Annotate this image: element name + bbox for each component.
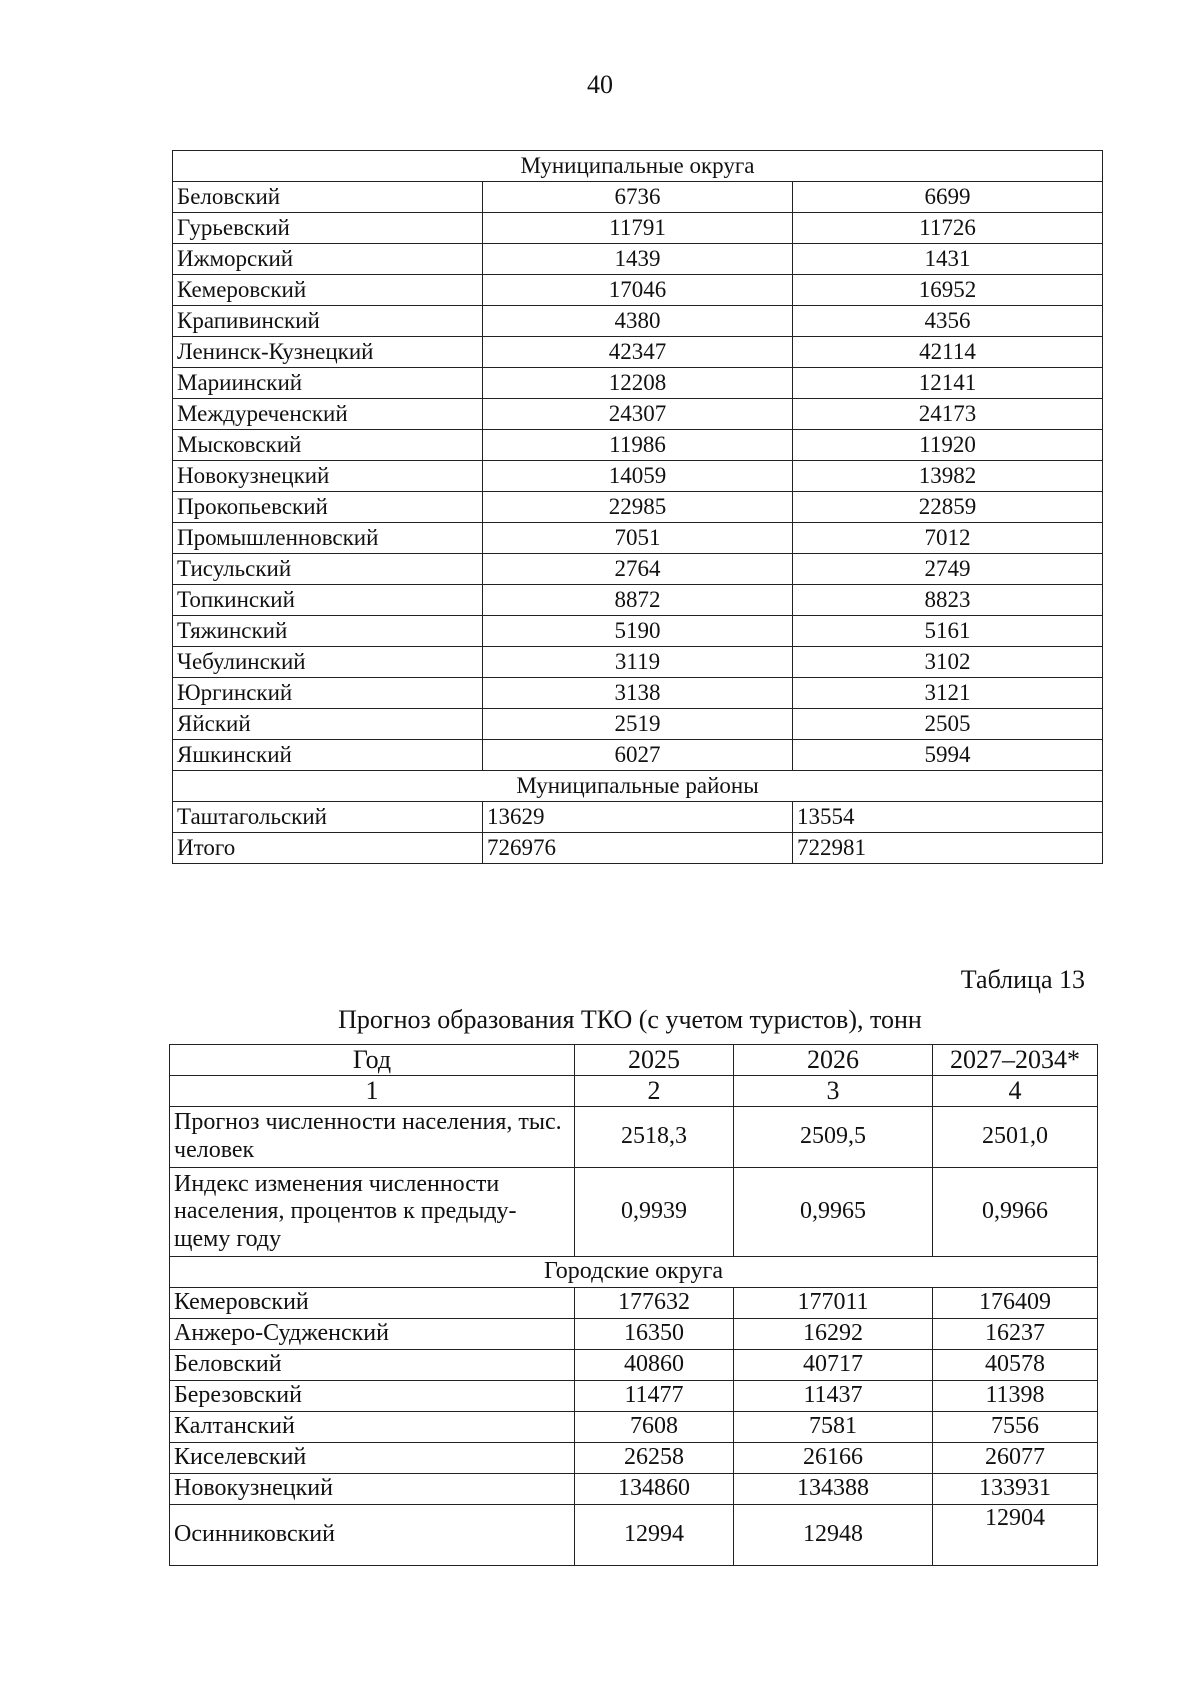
value-cell: 12141 xyxy=(793,368,1103,399)
value-cell: 11791 xyxy=(483,213,793,244)
table-row xyxy=(173,399,1103,430)
row-label: Тяжинский xyxy=(173,616,483,647)
table-row xyxy=(173,554,1103,585)
value-cell: 3102 xyxy=(793,647,1103,678)
value-cell: 4380 xyxy=(483,306,793,337)
table-number-label: Таблица 13 xyxy=(960,965,1085,994)
value-cell: 42347 xyxy=(483,337,793,368)
value-cell: 0,9966 xyxy=(933,1168,1098,1257)
value-cell: 11986 xyxy=(483,430,793,461)
row-label: Мариинский xyxy=(173,368,483,399)
section-title: Муниципальные районы xyxy=(173,771,1103,802)
row-label: Яйский xyxy=(173,709,483,740)
value-cell: 2501,0 xyxy=(933,1107,1098,1168)
row-label: Киселевский xyxy=(170,1443,575,1474)
row-label: Таштагольский xyxy=(173,802,483,833)
value-cell: 5190 xyxy=(483,616,793,647)
row-label: Мысковский xyxy=(173,430,483,461)
column-number-cell: 1 xyxy=(170,1076,575,1107)
header-cell: 2026 xyxy=(734,1045,933,1076)
value-cell: 40717 xyxy=(734,1350,933,1381)
value-cell: 6027 xyxy=(483,740,793,771)
value-cell: 12994 xyxy=(575,1505,734,1566)
value-cell: 11477 xyxy=(575,1381,734,1412)
column-number-row xyxy=(170,1076,1098,1107)
table-row xyxy=(173,461,1103,492)
value-cell: 134860 xyxy=(575,1474,734,1505)
header-cell: Год xyxy=(170,1045,575,1076)
row-label: Прокопьевский xyxy=(173,492,483,523)
row-label: Ижморский xyxy=(173,244,483,275)
value-cell: 11920 xyxy=(793,430,1103,461)
table-row xyxy=(170,1474,1098,1505)
value-cell: 133931 xyxy=(933,1474,1098,1505)
value-cell: 42114 xyxy=(793,337,1103,368)
section-header-row xyxy=(173,151,1103,182)
table-row xyxy=(173,306,1103,337)
column-number-cell: 4 xyxy=(933,1076,1098,1107)
table-row xyxy=(173,802,1103,833)
value-cell: 177632 xyxy=(575,1288,734,1319)
row-label: Крапивинский xyxy=(173,306,483,337)
table-row xyxy=(170,1319,1098,1350)
value-cell: 2518,3 xyxy=(575,1107,734,1168)
value-cell: 726976 xyxy=(483,833,793,864)
row-label: Тисульский xyxy=(173,554,483,585)
value-cell: 40860 xyxy=(575,1350,734,1381)
row-label: Ленинск-Кузнецкий xyxy=(173,337,483,368)
section-title: Муниципальные округа xyxy=(173,151,1103,182)
row-label: Междуреченский xyxy=(173,399,483,430)
table-row xyxy=(173,585,1103,616)
value-cell: 26166 xyxy=(734,1443,933,1474)
value-cell: 0,9965 xyxy=(734,1168,933,1257)
row-label: Индекс изменения численности населения, процентов к предыду-щему году xyxy=(170,1168,575,1257)
table-row xyxy=(170,1288,1098,1319)
row-label: Беловский xyxy=(170,1350,575,1381)
table-row xyxy=(173,244,1103,275)
section-title: Городские округа xyxy=(170,1257,1098,1288)
table-row xyxy=(170,1443,1098,1474)
value-cell: 4356 xyxy=(793,306,1103,337)
table-row xyxy=(173,430,1103,461)
value-cell: 2764 xyxy=(483,554,793,585)
row-label: Березовский xyxy=(170,1381,575,1412)
row-label: Промышленновский xyxy=(173,523,483,554)
row-label: Гурьевский xyxy=(173,213,483,244)
row-label: Новокузнецкий xyxy=(170,1474,575,1505)
table-row xyxy=(173,647,1103,678)
row-label: Чебулинский xyxy=(173,647,483,678)
value-cell: 7012 xyxy=(793,523,1103,554)
value-cell: 2749 xyxy=(793,554,1103,585)
row-label: Топкинский xyxy=(173,585,483,616)
header-row xyxy=(170,1045,1098,1076)
value-cell: 7051 xyxy=(483,523,793,554)
value-cell: 7581 xyxy=(734,1412,933,1443)
table-row xyxy=(173,523,1103,554)
value-cell: 40578 xyxy=(933,1350,1098,1381)
value-cell: 176409 xyxy=(933,1288,1098,1319)
value-cell: 12208 xyxy=(483,368,793,399)
waste-forecast-table xyxy=(169,1044,1098,1566)
value-cell: 14059 xyxy=(483,461,793,492)
value-cell: 5161 xyxy=(793,616,1103,647)
table-row xyxy=(173,492,1103,523)
value-cell: 11437 xyxy=(734,1381,933,1412)
table-row xyxy=(170,1381,1098,1412)
total-row xyxy=(173,833,1103,864)
row-label: Прогноз численности населения, тыс. человек xyxy=(170,1107,575,1168)
table-row xyxy=(173,616,1103,647)
value-cell: 5994 xyxy=(793,740,1103,771)
column-number-cell: 3 xyxy=(734,1076,933,1107)
value-cell: 2505 xyxy=(793,709,1103,740)
value-cell: 2509,5 xyxy=(734,1107,933,1168)
page-number: 40 xyxy=(587,70,613,99)
value-cell: 1439 xyxy=(483,244,793,275)
value-cell: 7608 xyxy=(575,1412,734,1443)
value-cell: 16292 xyxy=(734,1319,933,1350)
value-cell: 7556 xyxy=(933,1412,1098,1443)
table-row xyxy=(173,182,1103,213)
value-cell: 1431 xyxy=(793,244,1103,275)
table-row xyxy=(173,368,1103,399)
value-cell: 8872 xyxy=(483,585,793,616)
value-cell: 3138 xyxy=(483,678,793,709)
value-cell: 12904 xyxy=(933,1505,1098,1566)
value-cell: 11726 xyxy=(793,213,1103,244)
value-cell: 17046 xyxy=(483,275,793,306)
header-cell: 2027–2034* xyxy=(933,1045,1098,1076)
row-label: Калтанский xyxy=(170,1412,575,1443)
row-label: Яшкинский xyxy=(173,740,483,771)
value-cell: 24173 xyxy=(793,399,1103,430)
value-cell: 12948 xyxy=(734,1505,933,1566)
value-cell: 22985 xyxy=(483,492,793,523)
table-row xyxy=(173,275,1103,306)
row-label: Новокузнецкий xyxy=(173,461,483,492)
value-cell: 16350 xyxy=(575,1319,734,1350)
value-cell: 13982 xyxy=(793,461,1103,492)
value-cell: 6736 xyxy=(483,182,793,213)
value-cell: 177011 xyxy=(734,1288,933,1319)
section-header-row xyxy=(170,1257,1098,1288)
table-row xyxy=(170,1350,1098,1381)
value-cell: 11398 xyxy=(933,1381,1098,1412)
table-row xyxy=(173,678,1103,709)
row-label: Кемеровский xyxy=(173,275,483,306)
value-cell: 24307 xyxy=(483,399,793,430)
value-cell: 3121 xyxy=(793,678,1103,709)
table-row xyxy=(173,337,1103,368)
row-label: Анжеро-Судженский xyxy=(170,1319,575,1350)
table-title: Прогноз образования ТКО (с учетом туристов), тонн xyxy=(338,1005,922,1034)
table-row xyxy=(173,740,1103,771)
row-label: Юргинский xyxy=(173,678,483,709)
value-cell: 13554 xyxy=(793,802,1103,833)
row-label: Беловский xyxy=(173,182,483,213)
table-row xyxy=(173,709,1103,740)
value-cell: 26077 xyxy=(933,1443,1098,1474)
column-number-cell: 2 xyxy=(575,1076,734,1107)
waste-table-continued xyxy=(172,150,1103,864)
value-cell: 16952 xyxy=(793,275,1103,306)
section-header-row xyxy=(173,771,1103,802)
row-label: Осинниковский xyxy=(170,1505,575,1566)
header-cell: 2025 xyxy=(575,1045,734,1076)
table-row xyxy=(170,1505,1098,1566)
value-cell: 3119 xyxy=(483,647,793,678)
value-cell: 134388 xyxy=(734,1474,933,1505)
population-index-row xyxy=(170,1168,1098,1257)
row-label: Итого xyxy=(173,833,483,864)
value-cell: 2519 xyxy=(483,709,793,740)
value-cell: 8823 xyxy=(793,585,1103,616)
value-cell: 0,9939 xyxy=(575,1168,734,1257)
value-cell: 26258 xyxy=(575,1443,734,1474)
row-label: Кемеровский xyxy=(170,1288,575,1319)
value-cell: 13629 xyxy=(483,802,793,833)
table-row xyxy=(173,213,1103,244)
value-cell: 16237 xyxy=(933,1319,1098,1350)
population-forecast-row xyxy=(170,1107,1098,1168)
value-cell: 722981 xyxy=(793,833,1103,864)
table-row xyxy=(170,1412,1098,1443)
value-cell: 6699 xyxy=(793,182,1103,213)
value-cell: 22859 xyxy=(793,492,1103,523)
